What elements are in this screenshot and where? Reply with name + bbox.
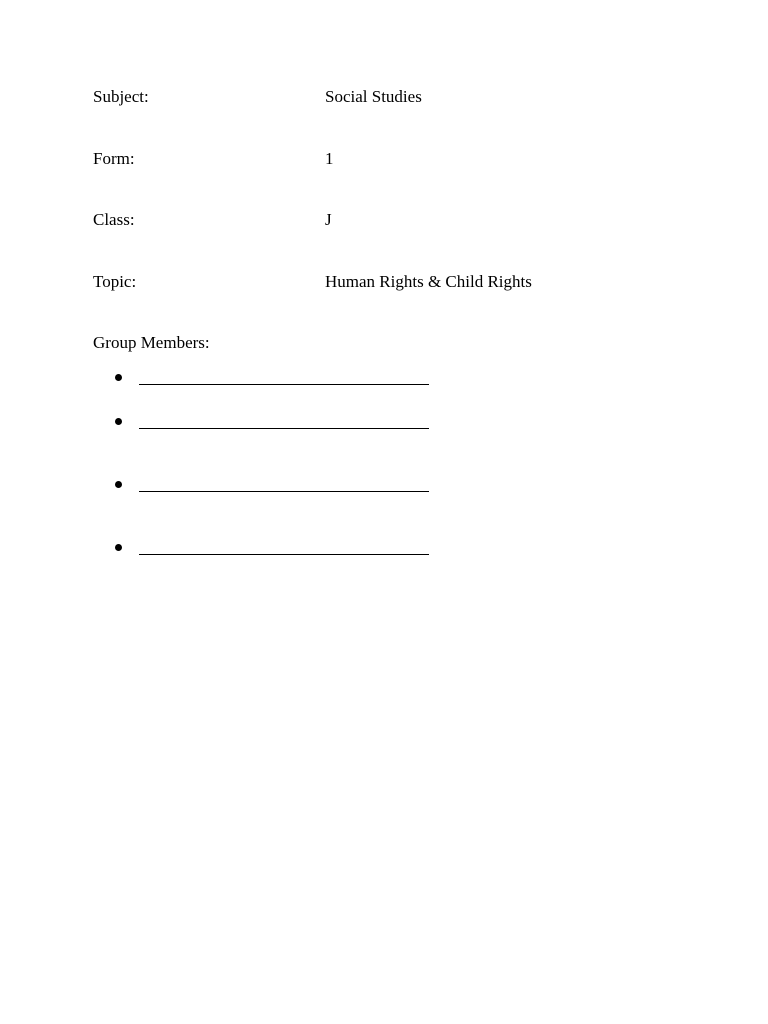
- subject-row: [93, 86, 693, 108]
- bullet-icon: [115, 544, 122, 551]
- topic-row: [93, 271, 693, 293]
- member-name-blank-line: [139, 491, 429, 492]
- form-label: Form:: [93, 149, 135, 168]
- group-member-item: [115, 411, 435, 433]
- group-members-heading: Group Members:: [93, 333, 210, 352]
- form-value: 1: [325, 149, 334, 168]
- class-row: [93, 209, 693, 231]
- subject-label: Subject:: [93, 87, 149, 106]
- member-name-blank-line: [139, 554, 429, 555]
- bullet-icon: [115, 374, 122, 381]
- member-name-blank-line: [139, 428, 429, 429]
- class-value: J: [325, 210, 332, 229]
- topic-value: Human Rights & Child Rights: [325, 272, 532, 291]
- group-member-item: [115, 367, 435, 389]
- group-member-item: [115, 474, 435, 496]
- subject-value: Social Studies: [325, 87, 422, 106]
- form-row: [93, 148, 693, 170]
- topic-label: Topic:: [93, 272, 137, 291]
- class-label: Class:: [93, 210, 135, 229]
- member-name-blank-line: [139, 384, 429, 385]
- bullet-icon: [115, 418, 122, 425]
- bullet-icon: [115, 481, 122, 488]
- group-member-item: [115, 537, 435, 559]
